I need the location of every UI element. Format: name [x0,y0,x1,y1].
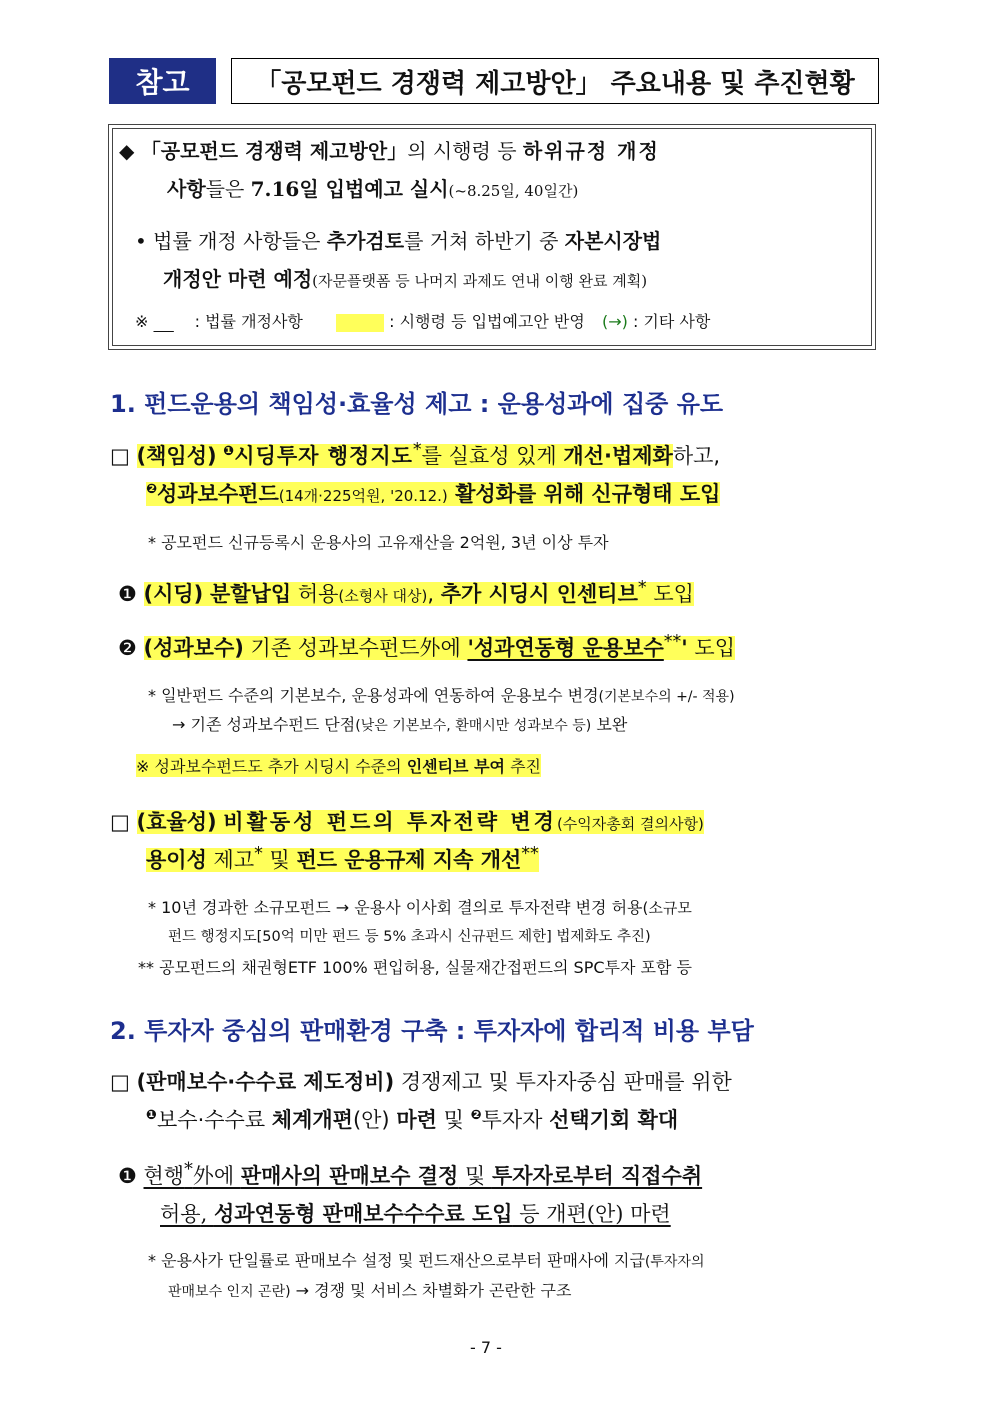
note-text: * 운용사가 단일률로 판매보수 설정 및 펀드재산으로부터 판매사에 지급 [148,1251,645,1270]
s1-p1-text: 성과보수펀드 [157,482,279,506]
summary-text: 를 거쳐 하반기 중 [404,229,565,253]
note-small: (소규모 [642,899,692,917]
s2-item-1-line-1 [118,1160,702,1190]
s2-p1-text: 선택기회 확대 [549,1108,679,1132]
s1-note-2-line-2 [172,712,627,735]
s1-paragraph-2-line-2 [146,844,539,874]
s2-note-1-line-2 [168,1278,571,1301]
note-text: 보완 [591,715,628,734]
number-1-icon: ❶ [223,444,235,459]
s2-p1-text: 체계개편 [271,1108,353,1132]
s1-item-1-text: 도입 [646,582,694,606]
s1-item-2-label: (성과보수) [143,636,244,660]
legend-underline-sample [154,312,190,331]
s2-item-1-text: 등 개편(안) 마련 [512,1202,671,1226]
s2-note-1-line-1 [148,1248,704,1271]
s1-item-1-text: 추가 시딩시 인센티브 [440,582,638,606]
section-2-heading: 2. 투자자 중심의 판매환경 구축 : 투자자에 합리적 비용 부담 [110,1017,754,1045]
s2-item-1-text: 현행 [143,1164,185,1188]
s2-item-1-text: 투자자로부터 직접수취 [491,1163,703,1188]
legend-arrow: (→) [601,312,628,331]
s1-p1-label: (책임성) [136,444,217,468]
s2-item-1-text: 및 [458,1164,492,1188]
summary-text: 들은 [205,177,251,201]
s1-item-1-label: (시딩) [143,582,204,606]
s2-p1-text: (안) [352,1108,397,1132]
s2-p1-label: (판매보수·수수료 제도정비) [136,1070,395,1094]
checkbox-icon: □ [110,444,130,468]
s1-note-3-line-1 [148,895,692,918]
summary-line-4 [163,263,647,292]
summary-box [108,124,876,350]
s2-p1-text: 마련 [396,1108,437,1132]
number-2-icon: ❷ [146,482,158,497]
s1-p1-text: 활성화를 위해 [447,482,592,506]
summary-text: 의 시행령 등 [407,139,523,163]
number-1-icon: ❶ [118,582,137,606]
checkbox-icon: □ [110,810,130,834]
s1-paragraph-1-line-1 [110,440,884,470]
s2-item-1-text: 판매사의 판매보수 결정 [240,1163,459,1188]
note-small: (낮은 기본보수, 환매시만 성과보수 등) [355,718,592,734]
summary-highlight: 자본시장법 [564,229,662,253]
s1-item-1-text: , [427,582,441,606]
s2-item-1-text: 성과연동형 판매보수수수료 도입 [213,1201,513,1226]
summary-line-2 [167,173,578,202]
s1-item-1 [118,578,694,608]
page-title-text: 「공모펀드 경쟁력 제고방안」 주요내용 및 추진현황 [255,68,855,99]
summary-period: (~8.25일, 40일간) [448,182,579,200]
summary-plan-title: 「공모펀드 경쟁력 제고방안」 [140,139,408,163]
s1-p1-note: (14개·225억원, '20.12.) [278,487,448,505]
diamond-icon: ◆ [119,139,135,163]
number-2-icon: ❷ [470,1108,482,1123]
summary-highlight: 개정안 마련 예정 [163,267,313,291]
s1-item-2-text: 기존 성과보수펀드外에 [243,636,468,660]
note-text: * 10년 경과한 소규모펀드 → 운용사 이사회 결의로 투자전략 변경 허용 [148,898,643,917]
s1-p1-text: 시딩투자 행정지도 [234,444,413,468]
note-text: ※ 성과보수펀드도 추가 시딩시 수준의 [136,757,407,776]
s2-item-1-text: 外에 [192,1164,241,1188]
summary-note: (자문플랫폼 등 나머지 과제도 연내 이행 완료 계획) [312,272,648,290]
section-1-heading: 1. 펀드운용의 책임성·효율성 제고 : 운용성과에 집중 유도 [110,390,724,418]
footnote-mark: ** [521,844,539,864]
legend-law: : 법률 개정사항 [194,312,303,331]
s1-p1-text: 하고, [672,444,721,468]
note-text: * 일반펀드 수준의 기본보수, 운용성과에 연동하여 운용보수 변경 [148,686,599,705]
s1-p1-text: 신규형태 도입 [591,482,721,506]
summary-highlight: 사항 [167,177,206,201]
s1-p1-text: 를 실효성 있게 [421,444,564,468]
note-small: (기본보수의 +/- 적용) [598,689,735,705]
legend-decree: : 시행령 등 입법예고안 반영 [389,312,585,331]
checkbox-icon: □ [110,1070,130,1094]
s1-note-3-line-2: 펀드 행정지도[50억 미만 펀드 등 5% 초과시 신규펀드 제한] 법제화도 추진) [168,929,651,945]
s1-note-2-line-1 [148,683,735,706]
note-small: (투자자의 [644,1254,705,1270]
s1-p2-text: 펀드 운용규제 지속 개선 [296,848,522,872]
s1-p1-text: 개선·법제화 [563,444,673,468]
s1-p2-text: 비활동성 펀드의 투자전략 변경 [223,810,557,834]
page-title [231,58,879,104]
legend-other: : 기타 사항 [632,312,711,331]
s1-paragraph-1-line-2 [146,478,720,508]
s1-note-4: ** 공모펀드의 채권형ETF 100% 편입허용, 실물재간접펀드의 SPC투자 포함 등 [138,958,692,977]
s2-p1-text: 경쟁제고 및 투자자중심 판매를 위한 [394,1070,732,1094]
s1-item-2-text: 도입 [687,636,735,660]
summary-text: 법률 개정 사항들은 [153,229,327,253]
s2-paragraph-1-line-2 [146,1104,678,1134]
summary-line-3 [135,225,661,254]
s1-item-2 [118,632,735,662]
s2-p1-text: 투자자 [481,1108,550,1132]
reference-tag: 참고 [109,58,216,104]
s2-paragraph-1-line-1 [110,1066,732,1096]
summary-date: 7.16일 입법예고 실시 [250,177,449,201]
number-2-icon: ❷ [118,636,137,660]
note-text: 추진 [505,757,541,776]
summary-highlight: 하위규정 개정 [522,139,660,163]
s1-p2-text: 용이성 [146,848,207,872]
s1-reference-note [136,754,541,777]
s1-item-1-text: 분할납입 [209,582,292,606]
s1-item-2-text: ' [681,636,688,660]
number-1-icon: ❶ [118,1164,137,1188]
s1-item-2-text: '성과연동형 운용보수 [467,636,664,660]
footnote-mark: * [412,440,422,460]
page-number: - 7 - [470,1338,502,1357]
footnote-mark: * [254,844,263,864]
s2-item-1-text: 허용 [160,1202,201,1226]
legend-highlight-sample [336,314,384,332]
footnote-mark: * [184,1160,193,1180]
footnote-mark: * [637,578,647,598]
s1-p2-text: 및 [262,848,297,872]
s2-item-1-line-2 [160,1198,671,1228]
number-1-icon: ❶ [146,1108,158,1123]
s1-paragraph-2-line-1 [110,806,884,836]
s2-p1-text: 및 [436,1108,471,1132]
summary-highlight: 추가검토 [326,229,405,253]
note-text: 인센티브 부여 [406,757,505,776]
s1-p2-text: 제고 [206,848,255,872]
s2-p1-text: 보수·수수료 [157,1108,272,1132]
s1-p2-label: (효율성) [136,810,217,834]
note-text: → 경쟁 및 서비스 차별화가 곤란한 구조 [290,1281,572,1300]
s1-p2-note: (수익자총회 결의사항) [556,815,704,833]
reference-mark: ※ [135,312,149,331]
s2-item-1-text: , [200,1202,214,1226]
note-text: → 기존 성과보수펀드 단점 [172,715,356,734]
note-small: 판매보수 인지 곤란) [168,1284,291,1300]
legend [135,309,710,332]
s1-item-1-text: 허용 [291,582,339,606]
footnote-mark: ** [663,632,682,652]
s1-note-1: * 공모펀드 신규등록시 운용사의 고유재산을 2억원, 3년 이상 투자 [148,533,609,552]
bullet-icon: • [135,229,147,253]
s1-item-1-note: (소형사 대상) [338,587,428,605]
summary-line-1 [119,135,865,164]
